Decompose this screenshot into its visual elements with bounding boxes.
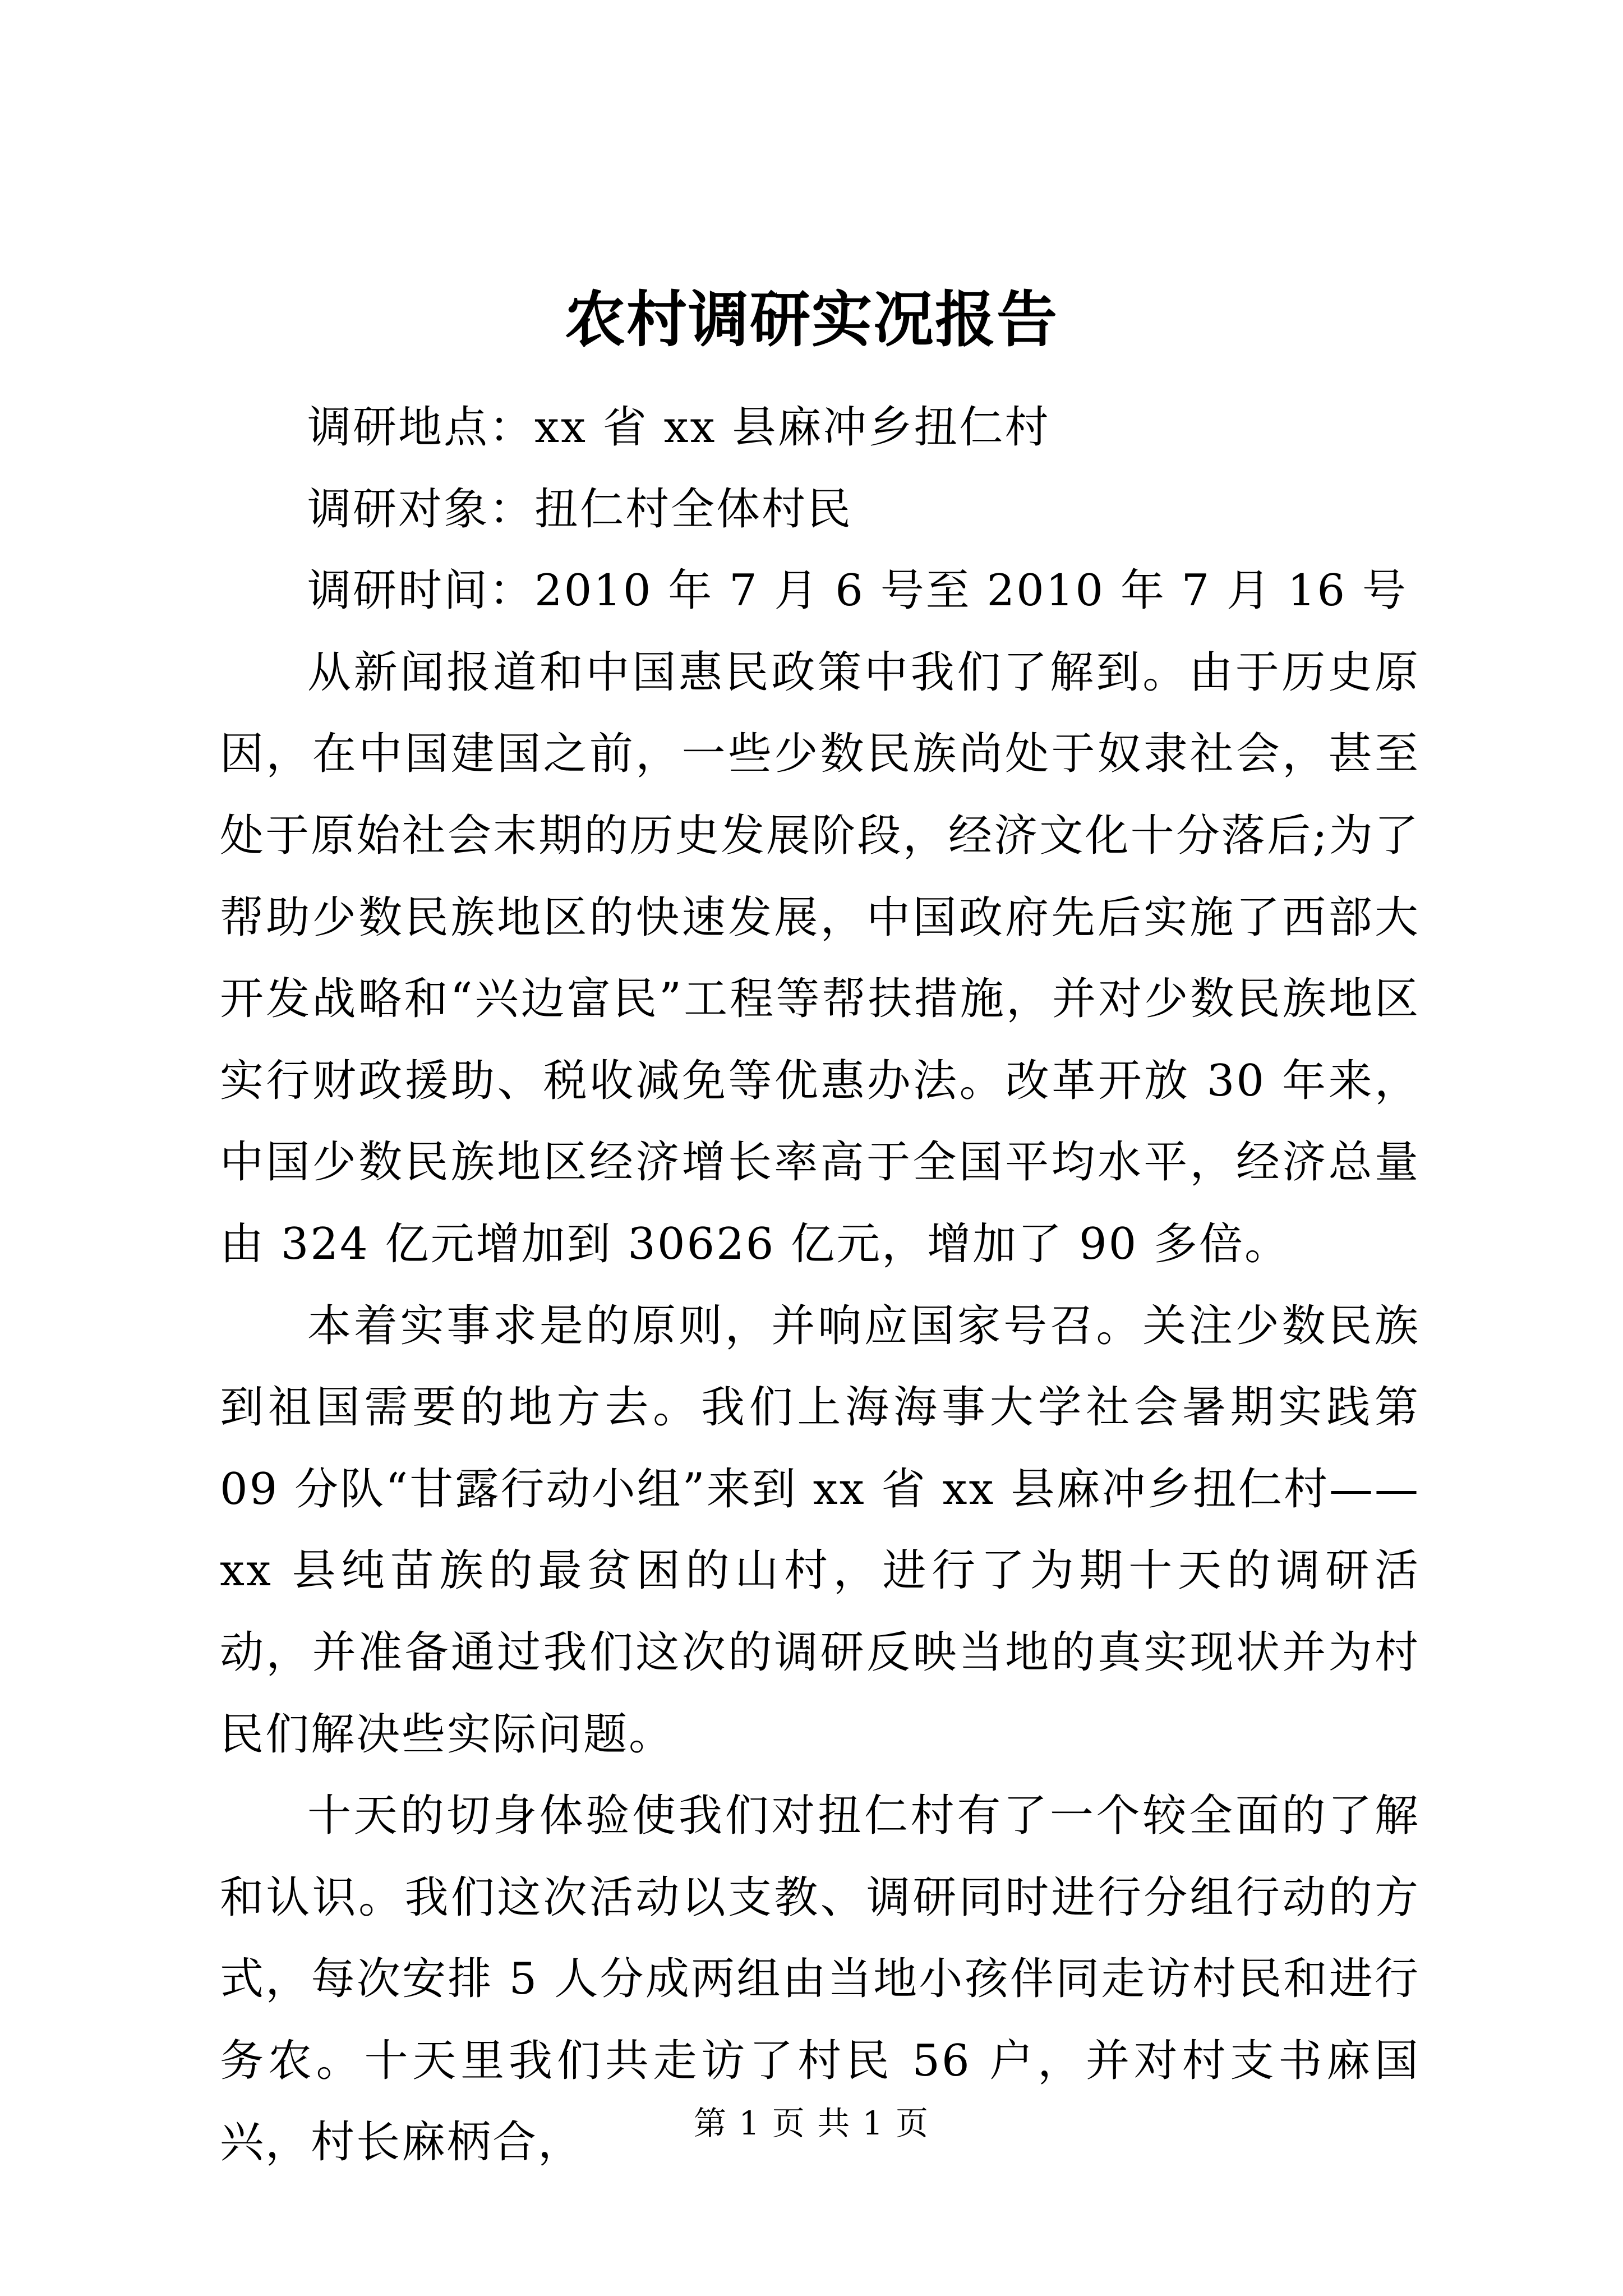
document-body	[220, 387, 1420, 2184]
paragraph-experience: 十天的切身体验使我们对扭仁村有了一个较全面的了解和认识。我们这次活动以支教、调研同时进行分组行动的方式，每次安排 5 人分成两组由当地小孩伴同走访村民和进行务农。十天里我们共走访了村民 56 户，并对村支书麻国兴，村长麻柄合，	[220, 1791, 1420, 2168]
survey-subject-line: 调研对象：扭仁村全体村民	[307, 484, 853, 535]
survey-time-line: 调研时间：2010 年 7 月 6 号至 2010 年 7 月 16 号	[307, 565, 1408, 616]
document-title: 农村调研实况报告	[564, 284, 1058, 355]
survey-location-line: 调研地点：xx 省 xx 县麻冲乡扭仁村	[307, 402, 1050, 453]
page-number-footer: 第 1 页 共 1 页	[694, 2104, 929, 2142]
paragraph-background: 从新闻报道和中国惠民政策中我们了解到。由于历史原因，在中国建国之前，一些少数民族尚处于奴隶社会，甚至处于原始社会末期的历史发展阶段，经济文化十分落后;为了帮助少数民族地区的快速发展，中国政府先后实施了西部大开发战略和“兴边富民”工程等帮扶措施，并对少数民族地区实行财政援助、税收减免等优惠办法。改革开放 30 年来，中国少数民族地区经济增长率高于全国平均水平，经济总量由 324 亿元增加到 30626 亿元，增加了 90 多倍。	[220, 647, 1420, 1269]
paragraph-purpose: 本着实事求是的原则，并响应国家号召。关注少数民族到祖国需要的地方去。我们上海海事大学社会暑期实践第 09 分队“甘露行动小组”来到 xx 省 xx 县麻冲乡扭仁村——xx 县纯苗族的最贫困的山村，进行了为期十天的调研活动，并准备通过我们这次的调研反映当地的真实现状并为村民们解决些实际问题。	[220, 1300, 1420, 1760]
